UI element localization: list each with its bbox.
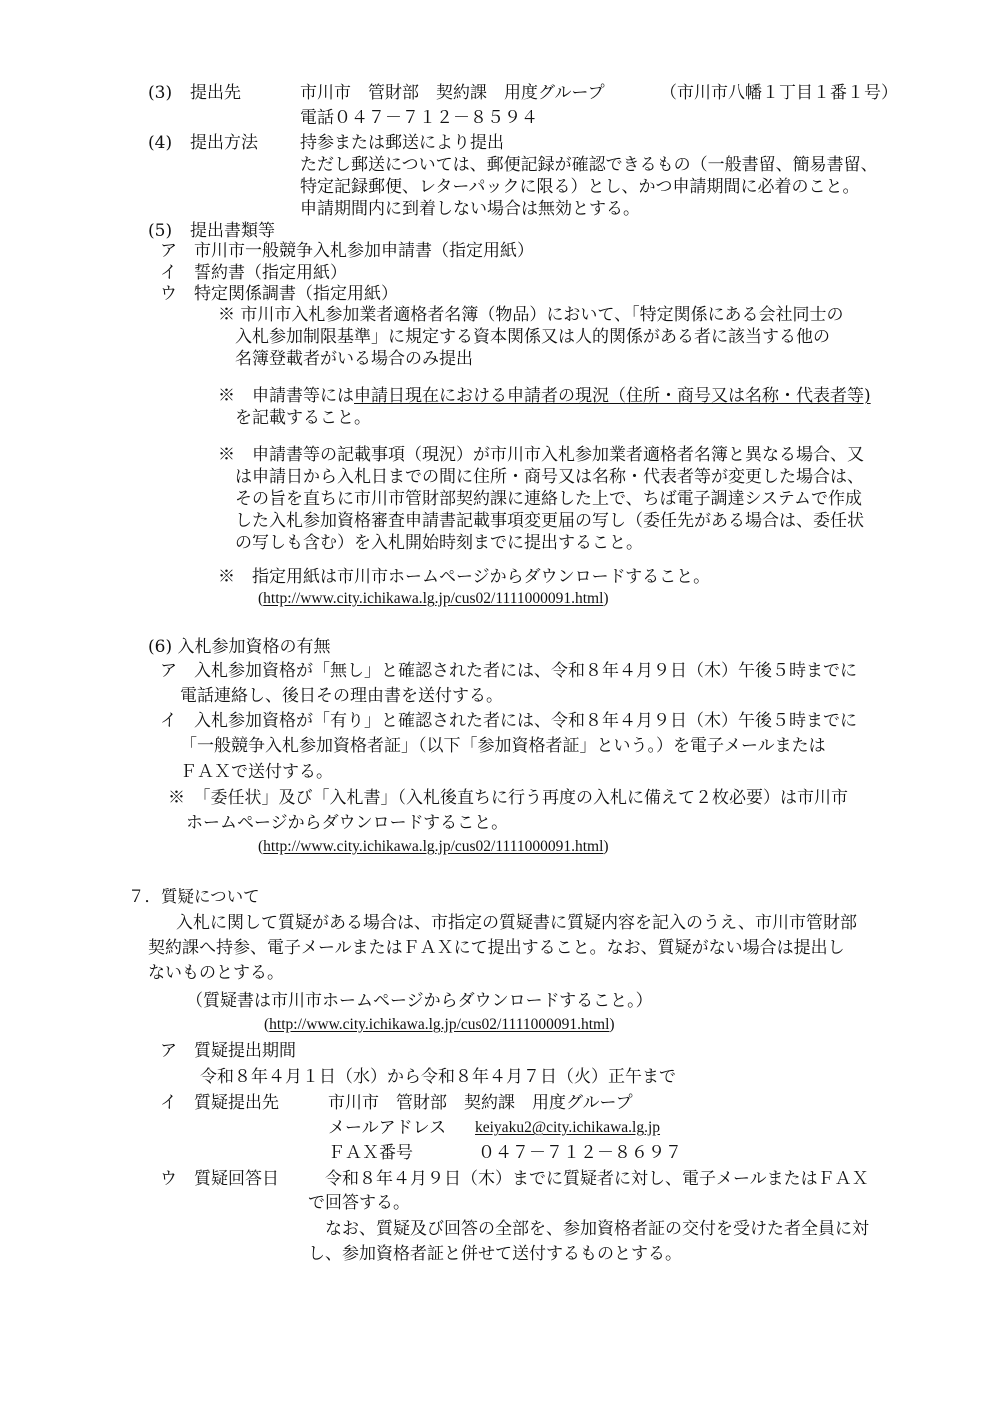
sec5-note3-line: の写しも含む）を入札開始時刻までに提出すること。 — [235, 533, 643, 553]
sec5-note1-line: ※ 市川市入札参加業者適格者名簿（物品）において、「特定関係にある会社同士の — [218, 305, 844, 325]
sec5-item: イ 誓約書（指定用紙） — [160, 263, 347, 283]
sec7-a-label: ア 質疑提出期間 — [160, 1041, 296, 1061]
sec3-destination: 市川市 管財部 契約課 用度グループ — [300, 83, 605, 103]
sec5-note2-underlined: 申請日現在における申請者の現況（住所・商号又は名称・代表者等) — [354, 386, 871, 406]
sec7-i-label: イ 質疑提出先 — [160, 1093, 279, 1113]
sec7-fax-number: ０４７－７１２－８６９７ — [478, 1143, 682, 1163]
sec5-note1-line: 名簿登載者がいる場合のみ提出 — [235, 349, 473, 369]
sec5-item: ア 市川市一般競争入札参加申請書（指定用紙） — [160, 241, 534, 261]
sec6-note-line: ホームページからダウンロードすること。 — [186, 813, 509, 833]
sec5-note2 — [218, 385, 871, 407]
sec5-note3-line: した入札参加資格審査申請書記載事項変更届の写し（委任先がある場合は、委任状 — [235, 511, 864, 531]
sec3-address: （市川市八幡１丁目１番１号） — [660, 83, 898, 103]
sec7-title: ７．質疑について — [128, 887, 260, 906]
sec6-url-link[interactable]: http://www.city.ichikawa.lg.jp/cus02/1111000091.html — [263, 838, 604, 855]
sec7-download-note: （質疑書は市川市ホームページからダウンロードすること。） — [186, 991, 653, 1011]
sec5-url-link[interactable]: http://www.city.ichikawa.lg.jp/cus02/1111000091.html — [263, 590, 604, 607]
sec3-label: 提出先 — [190, 83, 241, 103]
sec5-note3-line: は申請日から入札日までの間に住所・商号又は名称・代表者等が変更した場合は、 — [235, 467, 864, 487]
sec5-note1-line: 入札参加制限基準」に規定する資本関係又は人的関係がある者に該当する他の — [235, 327, 830, 347]
sec5-note3-line: ※ 申請書等の記載事項（現況）が市川市入札参加業者適格者名簿と異なる場合、又 — [218, 445, 864, 465]
sec4-line: 申請期間内に到着しない場合は無効とする。 — [300, 199, 640, 219]
sec3-phone: 電話０４７－７１２－８５９４ — [300, 108, 538, 128]
sec5-item: ウ 特定関係調書（指定用紙） — [160, 284, 398, 304]
sec5-note2-prefix: ※ 申請書等には — [218, 386, 354, 406]
sec6-note-line: ※ 「委任状」及び「入札書」（入札後直ちに行う再度の入札に備えて２枚必要）は市川市 — [168, 788, 848, 808]
sec5-note2-line2: を記載すること。 — [235, 408, 371, 428]
sec4-line: 持参または郵送により提出 — [300, 133, 504, 153]
sec7-body-line: 入札に関して質疑がある場合は、市指定の質疑書に質疑内容を記入のうえ、市川市管財部 — [176, 913, 858, 933]
sec7-a-value: 令和８年４月１日（水）から令和８年４月７日（火）正午まで — [200, 1067, 676, 1087]
sec5-note4: ※ 指定用紙は市川市ホームページからダウンロードすること。 — [218, 567, 711, 587]
sec7-u-line: 令和８年４月９日（木）までに質疑者に対し、電子メールまたはＦＡＸ — [325, 1169, 869, 1189]
sec3-number: (3) — [148, 83, 173, 103]
sec7-i-destination: 市川市 管財部 契約課 用度グループ — [328, 1093, 633, 1113]
sec7-body-line: ないものとする。 — [148, 963, 284, 983]
sec7-mail-link[interactable]: keiyaku2@city.ichikawa.lg.jp — [475, 1119, 661, 1136]
sec6-url-line: (http://www.city.ichikawa.lg.jp/cus02/1111000091.html) — [258, 838, 609, 855]
sec7-u-line: し、参加資格者証と併せて送付するものとする。 — [308, 1244, 682, 1264]
sec4-line: ただし郵送については、郵便記録が確認できるもの（一般書留、簡易書留、 — [300, 155, 878, 175]
sec6-i-line: 「一般競争入札参加資格者証」（以下「参加資格者証」という。）を電子メールまたは — [180, 736, 826, 756]
sec5-label: 提出書類等 — [190, 221, 275, 241]
sec6-title: (6) 入札参加資格の有無 — [148, 637, 331, 657]
sec7-u-line: なお、質疑及び回答の全部を、参加資格者証の交付を受けた者全員に対 — [325, 1219, 869, 1239]
sec6-a-line: ア 入札参加資格が「無し」と確認された者には、令和８年４月９日（木）午後５時までに — [160, 661, 857, 681]
sec7-fax-label: ＦＡＸ番号 — [328, 1143, 413, 1163]
sec6-i-line: イ 入札参加資格が「有り」と確認された者には、令和８年４月９日（木）午後５時までに — [160, 711, 857, 731]
sec4-label: 提出方法 — [190, 133, 258, 153]
sec6-a-line: 電話連絡し、後日その理由書を送付する。 — [180, 686, 503, 706]
sec7-mail-label: メールアドレス — [328, 1118, 447, 1138]
sec7-body-line: 契約課へ持参、電子メールまたはＦＡＸにて提出すること。なお、質疑がない場合は提出し — [148, 938, 845, 958]
sec7-u-line: で回答する。 — [308, 1193, 410, 1213]
sec4-line: 特定記録郵便、レターパックに限る）とし、かつ申請期間に必着のこと。 — [300, 177, 860, 197]
sec5-number: (5) — [148, 221, 173, 241]
sec7-u-label: ウ 質疑回答日 — [160, 1169, 279, 1189]
sec7-url-link[interactable]: http://www.city.ichikawa.lg.jp/cus02/1111000091.html — [269, 1016, 610, 1033]
sec5-url-line: (http://www.city.ichikawa.lg.jp/cus02/1111000091.html) — [258, 590, 609, 607]
sec6-i-line: ＦＡＸで送付する。 — [180, 762, 333, 782]
sec7-url-line: (http://www.city.ichikawa.lg.jp/cus02/1111000091.html) — [264, 1016, 615, 1033]
sec4-number: (4) — [148, 133, 173, 153]
sec5-note3-line: その旨を直ちに市川市管財部契約課に連絡した上で、ちば電子調達システムで作成 — [235, 489, 862, 509]
